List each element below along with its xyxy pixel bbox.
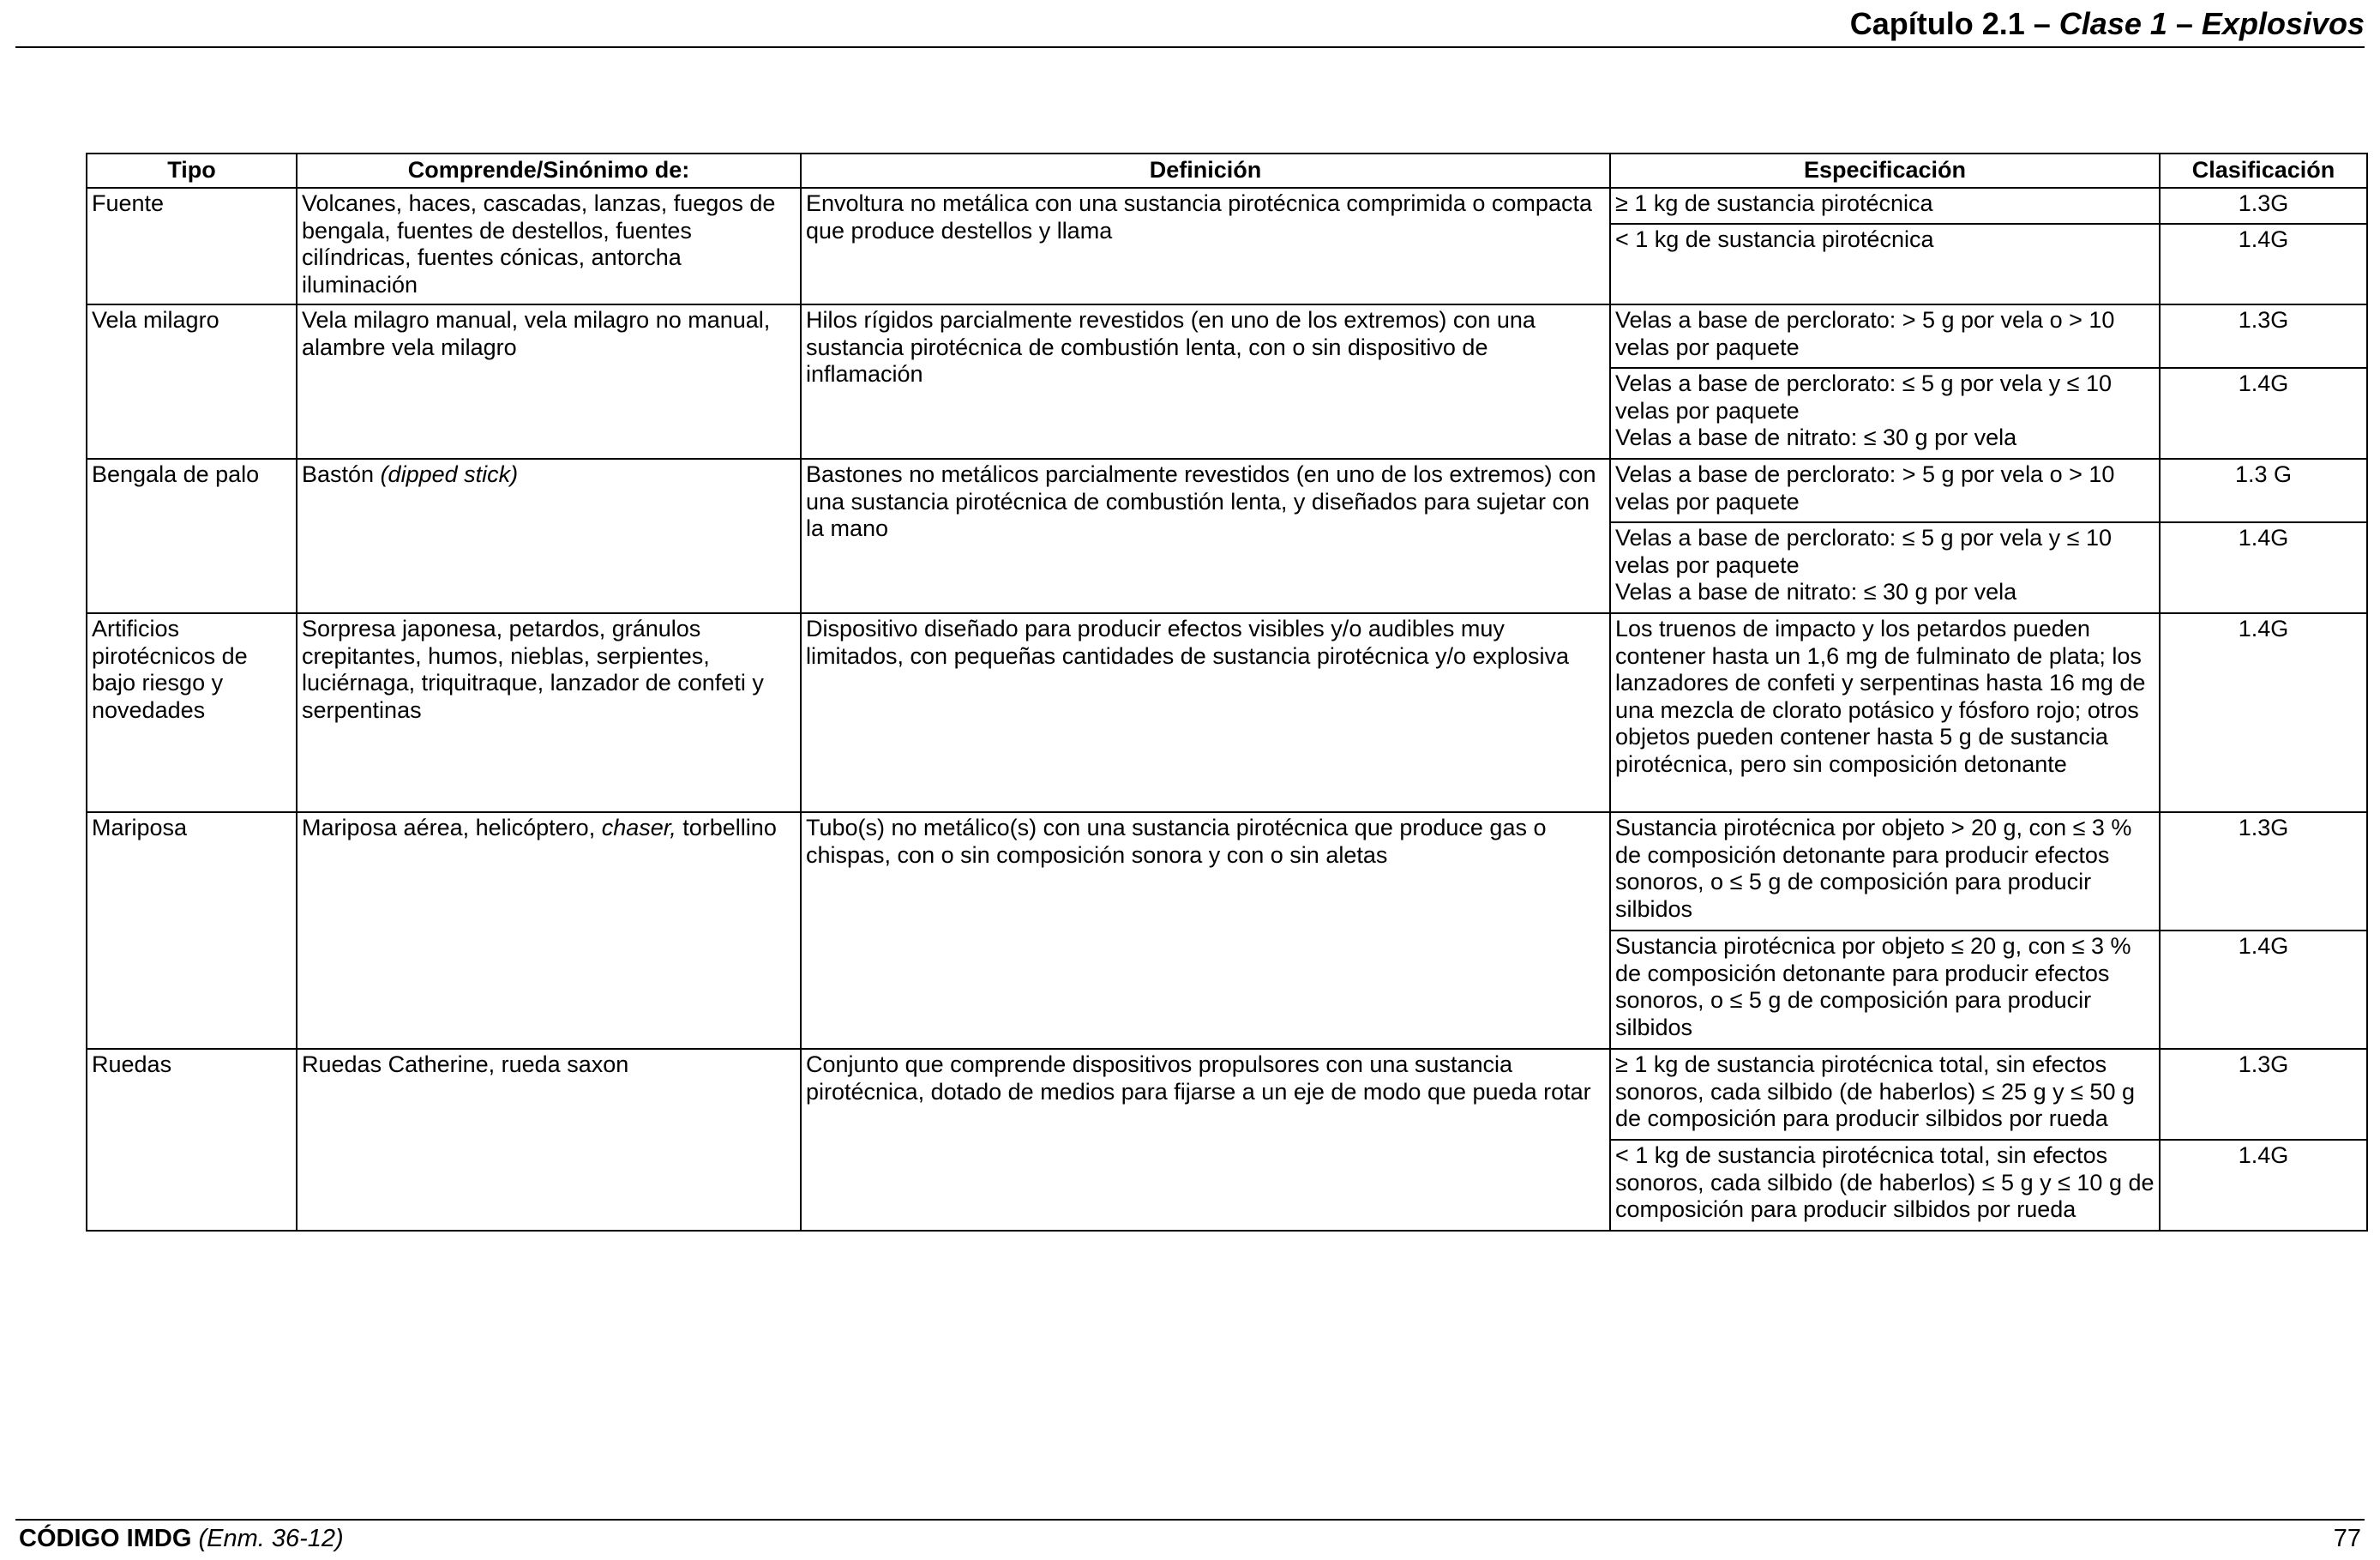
column-header-comprende: Comprende/Sinónimo de: xyxy=(297,154,801,188)
cell-comprende xyxy=(297,459,801,613)
comprende-text: torbellino xyxy=(676,815,777,840)
cell-comprende xyxy=(297,812,801,1049)
cell-especificacion xyxy=(1610,522,2160,613)
cell-tipo: Mariposa xyxy=(87,812,297,1049)
cell-tipo: Ruedas xyxy=(87,1049,297,1231)
header-rule xyxy=(15,46,2365,48)
cell-especificacion: Sustancia pirotécnica por objeto > 20 g, con ≤ 3 % de composición detonante para producir efectos sonoros, o ≤ 5 g de composición para producir silbidos xyxy=(1610,812,2160,931)
cell-especificacion: < 1 kg de sustancia pirotécnica total, sin efectos sonoros, cada silbido (de haberlos) ≤ 5 g y ≤ 10 g de composición para producir silbidos por rueda xyxy=(1610,1140,2160,1231)
page-number: 77 xyxy=(2333,1525,2361,1552)
spec-line: Velas a base de nitrato: ≤ 30 g por vela xyxy=(1615,579,2017,605)
header-dash: – xyxy=(2167,6,2202,41)
class-title: Explosivos xyxy=(2201,6,2365,41)
cell-clasificacion: 1.4G xyxy=(2160,1140,2367,1231)
cell-clasificacion: 1.4G xyxy=(2160,931,2367,1049)
table-row xyxy=(87,613,2367,812)
chapter-label: Capítulo 2.1 xyxy=(1849,6,2025,41)
comprende-text: Mariposa aérea, helicóptero, xyxy=(302,815,602,840)
cell-tipo: Fuente xyxy=(87,188,297,304)
page-header xyxy=(1850,5,2365,43)
amendment-label: (Enm. 36-12) xyxy=(198,1525,344,1552)
column-header-especificacion: Especificación xyxy=(1610,154,2160,188)
code-name: CÓDIGO IMDG xyxy=(19,1525,192,1552)
class-name: Clase 1 xyxy=(2058,6,2167,41)
table-row xyxy=(87,459,2367,522)
page-footer xyxy=(19,1523,344,1554)
cell-especificacion: < 1 kg de sustancia pirotécnica xyxy=(1610,224,2160,304)
comprende-text: Bastón xyxy=(302,461,381,487)
cell-tipo: Artificios pirotécnicos de bajo riesgo y novedades xyxy=(87,613,297,812)
cell-tipo: Bengala de palo xyxy=(87,459,297,613)
cell-especificacion xyxy=(1610,368,2160,459)
table-row xyxy=(87,188,2367,224)
cell-clasificacion: 1.3G xyxy=(2160,188,2367,224)
cell-especificacion: Velas a base de perclorato: > 5 g por vela o > 10 velas por paquete xyxy=(1610,304,2160,368)
column-header-definicion: Definición xyxy=(801,154,1610,188)
column-header-clasificacion: Clasificación xyxy=(2160,154,2367,188)
table-row xyxy=(87,812,2367,931)
comprende-english-term: (dipped stick) xyxy=(380,461,519,487)
cell-tipo: Vela milagro xyxy=(87,304,297,459)
cell-clasificacion: 1.3G xyxy=(2160,304,2367,368)
cell-definicion: Bastones no metálicos parcialmente revestidos (en uno de los extremos) con una sustancia pirotécnica de combustión lenta, y diseñados para sujetar con la mano xyxy=(801,459,1610,613)
cell-especificacion: ≥ 1 kg de sustancia pirotécnica xyxy=(1610,188,2160,224)
column-header-tipo: Tipo xyxy=(87,154,297,188)
spec-line: Velas a base de nitrato: ≤ 30 g por vela xyxy=(1615,425,2017,450)
fireworks-classification-table xyxy=(86,153,2368,1232)
cell-especificacion: Los truenos de impacto y los petardos pueden contener hasta un 1,6 mg de fulminato de plata; los lanzadores de confeti y serpentinas hasta 16 mg de una mezcla de clorato potásico y fósforo rojo; otros objetos pueden contener hasta 5 g de sustancia pirotécnica, pero sin composición detonante xyxy=(1610,613,2160,812)
cell-definicion: Hilos rígidos parcialmente revestidos (en uno de los extremos) con una sustancia pirotécnica de combustión lenta, con o sin dispositivo de inflamación xyxy=(801,304,1610,459)
table-row xyxy=(87,304,2367,368)
cell-clasificacion: 1.3 G xyxy=(2160,459,2367,522)
cell-clasificacion: 1.4G xyxy=(2160,613,2367,812)
cell-clasificacion: 1.4G xyxy=(2160,368,2367,459)
spec-line: Velas a base de perclorato: ≤ 5 g por vela y ≤ 10 velas por paquete xyxy=(1615,370,2112,424)
cell-definicion: Envoltura no metálica con una sustancia pirotécnica comprimida o compacta que produce destellos y llama xyxy=(801,188,1610,304)
comprende-english-term: chaser, xyxy=(601,815,676,840)
table-header-row xyxy=(87,154,2367,188)
table-row xyxy=(87,1049,2367,1140)
header-dash: – xyxy=(2024,6,2059,41)
cell-clasificacion: 1.3G xyxy=(2160,1049,2367,1140)
footer-rule xyxy=(15,1519,2365,1521)
cell-clasificacion: 1.4G xyxy=(2160,522,2367,613)
cell-clasificacion: 1.4G xyxy=(2160,224,2367,304)
cell-especificacion: Sustancia pirotécnica por objeto ≤ 20 g, con ≤ 3 % de composición detonante para producir efectos sonoros, o ≤ 5 g de composición para producir silbidos xyxy=(1610,931,2160,1049)
cell-definicion: Tubo(s) no metálico(s) con una sustancia pirotécnica que produce gas o chispas, con o sin composición sonora y con o sin aletas xyxy=(801,812,1610,1049)
cell-especificacion: Velas a base de perclorato: > 5 g por vela o > 10 velas por paquete xyxy=(1610,459,2160,522)
cell-comprende: Volcanes, haces, cascadas, lanzas, fuegos de bengala, fuentes de destellos, fuentes cilíndricas, fuentes cónicas, antorcha iluminación xyxy=(297,188,801,304)
cell-definicion: Dispositivo diseñado para producir efectos visibles y/o audibles muy limitados, con pequeñas cantidades de sustancia pirotécnica y/o explosiva xyxy=(801,613,1610,812)
spec-line: Velas a base de perclorato: ≤ 5 g por vela y ≤ 10 velas por paquete xyxy=(1615,525,2112,578)
cell-definicion: Conjunto que comprende dispositivos propulsores con una sustancia pirotécnica, dotado de medios para fijarse a un eje de modo que pueda rotar xyxy=(801,1049,1610,1231)
cell-comprende: Vela milagro manual, vela milagro no manual, alambre vela milagro xyxy=(297,304,801,459)
cell-comprende: Ruedas Catherine, rueda saxon xyxy=(297,1049,801,1231)
cell-comprende: Sorpresa japonesa, petardos, gránulos crepitantes, humos, nieblas, serpientes, luciérnaga, triquitraque, lanzador de confeti y serpentinas xyxy=(297,613,801,812)
cell-clasificacion: 1.3G xyxy=(2160,812,2367,931)
cell-especificacion: ≥ 1 kg de sustancia pirotécnica total, sin efectos sonoros, cada silbido (de haberlos) ≤ 25 g y ≤ 50 g de composición para producir silbidos por rueda xyxy=(1610,1049,2160,1140)
